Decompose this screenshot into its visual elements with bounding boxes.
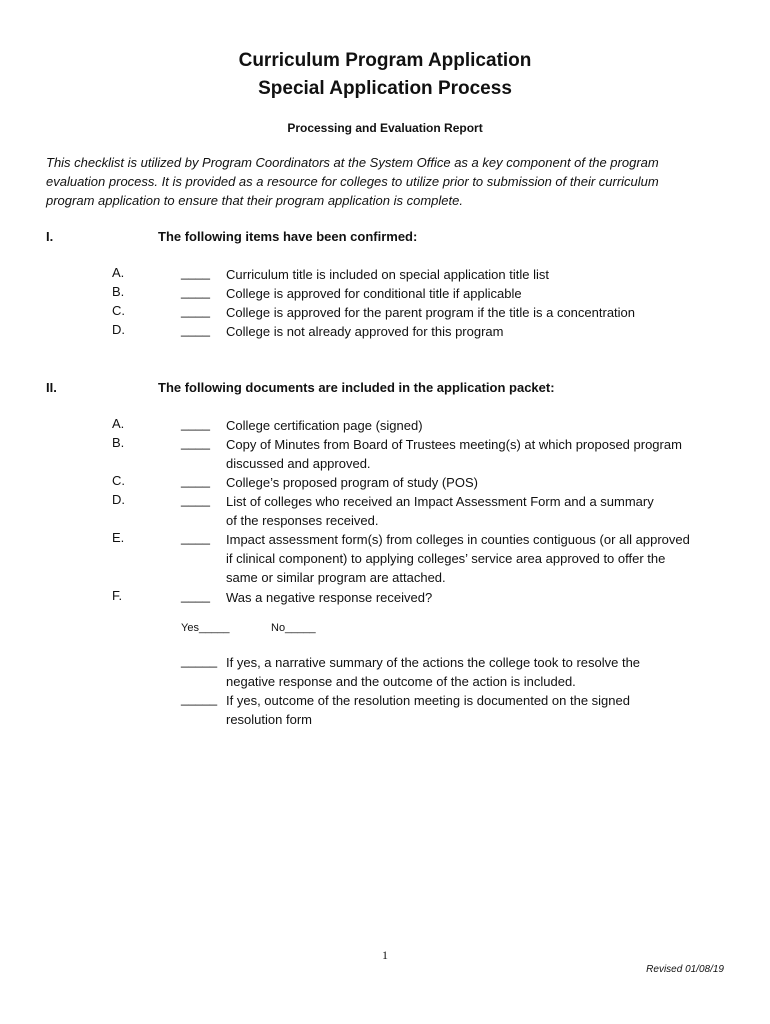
checkbox-blank[interactable]: ____ [181,473,210,488]
item-text [226,492,726,530]
checkbox-blank[interactable]: _____ [181,691,218,706]
item-text-line: Copy of Minutes from Board of Trustees meeting(s) at which proposed program [226,437,682,452]
section-1-number: I. [46,229,54,244]
section-1-heading: The following items have been confirmed: [158,229,418,244]
intro-line: evaluation process. It is provided as a resource for colleges to utilize prior to submission of their curriculum [46,174,659,189]
item-text-line: resolution form [226,712,312,727]
no-field[interactable]: No_____ [271,622,316,634]
item-text-line: If yes, outcome of the resolution meeting is documented on the signed [226,693,630,708]
intro-line: This checklist is utilized by Program Coordinators at the System Office as a key component of the program [46,155,659,170]
intro-paragraph [46,153,726,210]
item-text [226,416,726,435]
item-text-line: College certification page (signed) [226,418,423,433]
item-letter: C. [112,473,125,488]
checkbox-blank[interactable]: ____ [181,435,210,450]
item-letter: D. [112,492,125,507]
item-text-line: of the responses received. [226,513,379,528]
item-text: College is approved for conditional title if applicable [226,286,522,301]
item-letter: F. [112,588,123,603]
item-text-line: List of colleges who received an Impact Assessment Form and a summary [226,494,654,509]
checkbox-blank[interactable]: ____ [181,530,210,545]
item-text [226,435,726,473]
item-text-line: discussed and approved. [226,456,371,471]
item-text-line: if clinical component) to applying colleges’ service area approved to offer the [226,551,666,566]
item-text [226,588,726,607]
page-number: 1 [382,948,388,962]
page-subtitle: Special Application Process [258,78,512,99]
checkbox-blank[interactable]: ____ [181,322,210,337]
section-2-number: II. [46,380,57,395]
item-text: College is not already approved for this program [226,324,504,339]
item-text-line: College’s proposed program of study (POS) [226,475,478,490]
item-text-line: Impact assessment form(s) from colleges in counties contiguous (or all approved [226,532,690,547]
item-letter: E. [112,530,125,545]
item-text: Curriculum title is included on special application title list [226,267,549,282]
followup-text [226,653,726,691]
item-text: College is approved for the parent program if the title is a concentration [226,305,636,320]
checkbox-blank[interactable]: ____ [181,492,210,507]
checkbox-blank[interactable]: ____ [181,284,210,299]
report-subtitle: Processing and Evaluation Report [287,121,483,135]
checkbox-blank[interactable]: ____ [181,588,210,603]
item-letter: A. [112,265,125,280]
item-text-line: same or similar program are attached. [226,570,446,585]
item-text-line: negative response and the outcome of the action is included. [226,674,576,689]
followup-text [226,691,726,729]
item-letter: C. [112,303,125,318]
item-text-line: If yes, a narrative summary of the actions the college took to resolve the [226,655,641,670]
item-text [226,530,726,587]
checkbox-blank[interactable]: ____ [181,416,210,431]
item-text [226,473,726,492]
revised-date: Revised 01/08/19 [646,964,724,975]
checkbox-blank[interactable]: ____ [181,303,210,318]
checkbox-blank[interactable]: ____ [181,265,210,280]
item-letter: A. [112,416,125,431]
yes-field[interactable]: Yes_____ [181,622,230,634]
item-letter: B. [112,435,125,450]
item-text-line: Was a negative response received? [226,590,433,605]
item-letter: B. [112,284,125,299]
checkbox-blank[interactable]: _____ [181,653,218,668]
section-2-heading: The following documents are included in the application packet: [158,380,555,395]
intro-line: program application to ensure that their program application is complete. [46,193,463,208]
page-title: Curriculum Program Application [238,50,532,71]
item-letter: D. [112,322,125,337]
